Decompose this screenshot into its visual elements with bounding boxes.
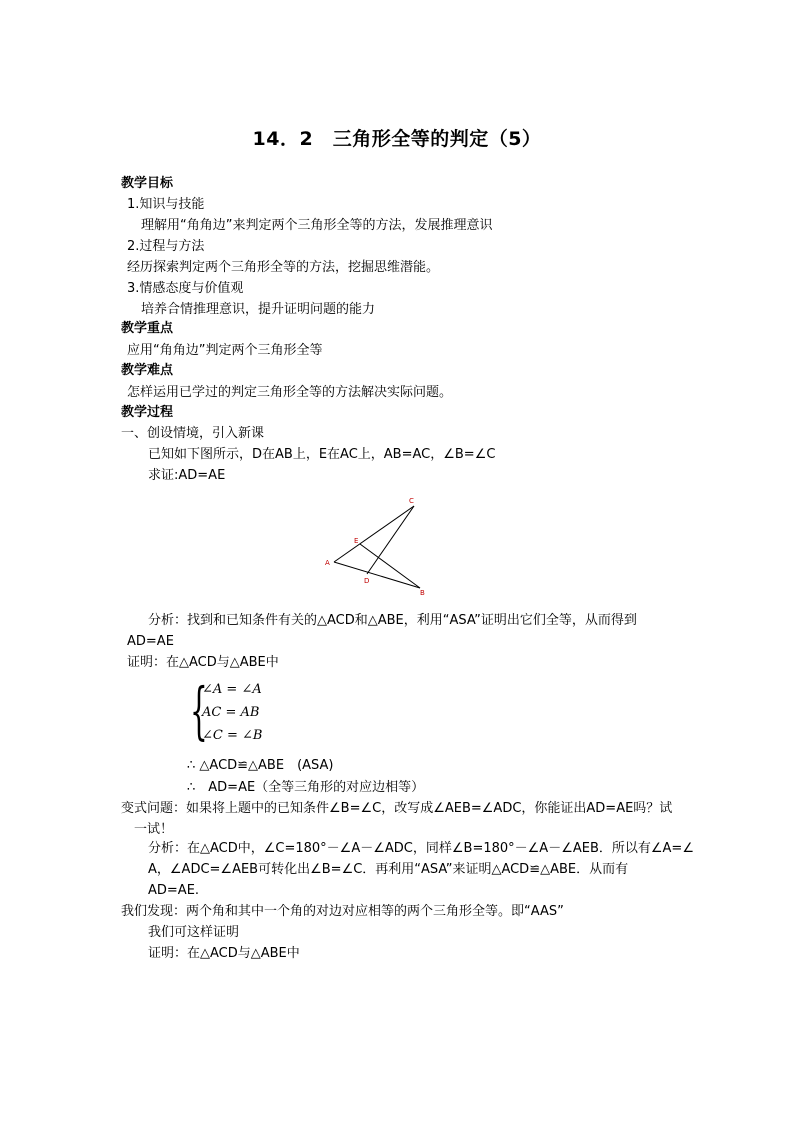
analysis2-line-2: A，∠ADC=∠AEB可转化出∠B=∠C．再利用“ASA”来证明△ACD≌△ABE．从而有 (148, 862, 629, 877)
therefore-2: ∴ AD=AE（全等三角形的对应边相等） (187, 780, 425, 795)
analysis2-line-1: 分析：在△ACD中，∠C=180°－∠A－∠ADC，同样∠B=180°－∠A－∠AEB．所以有∠A=∠ (148, 841, 694, 856)
we-can-text: 我们可这样证明 (148, 925, 240, 940)
difficulty-heading: 教学难点 (121, 363, 174, 378)
therefore-1: ∴ △ACD≌△ABE (ASA) (187, 758, 334, 773)
analysis2-line-3: AD=AE. (148, 883, 200, 898)
key-point-heading: 教学重点 (121, 321, 174, 336)
label-b: B (420, 589, 425, 597)
system-line-3: ∠C = ∠B (202, 728, 263, 743)
goal-3-text: 培养合情推理意识，提升证明问题的能力 (141, 302, 376, 317)
variant-line-2: 一试！ (134, 822, 174, 837)
goals-heading: 教学目标 (121, 176, 174, 191)
proof-intro: 证明：在△ACD与△ABE中 (127, 655, 279, 670)
label-e: E (354, 537, 359, 545)
process-heading: 教学过程 (121, 405, 174, 420)
proof2-intro: 证明：在△ACD与△ABE中 (148, 946, 300, 961)
section-1-heading: 一、创设情境，引入新课 (121, 426, 265, 441)
label-a: A (325, 559, 330, 567)
page-title: 14．2 三角形全等的判定（5） (252, 128, 542, 150)
key-point-text: 应用“角角边”判定两个三角形全等 (127, 343, 323, 358)
analysis-line-1: 分析：找到和已知条件有关的△ACD和△ABE，利用“ASA”证明出它们全等，从而得到 (148, 613, 637, 628)
goal-2-text: 经历探索判定两个三角形全等的方法，挖掘思维潜能。 (127, 260, 440, 275)
segment-cd (367, 506, 414, 574)
analysis-line-2: AD=AE (127, 634, 174, 649)
triangle-figure (320, 492, 440, 598)
goal-1-title: 1.知识与技能 (127, 197, 205, 212)
segment-ac (334, 506, 414, 562)
goal-2-title: 2.过程与方法 (127, 239, 205, 254)
system-line-2: AC = AB (202, 705, 260, 720)
system-line-1: ∠A = ∠A (202, 682, 262, 697)
segment-ab (334, 562, 420, 588)
difficulty-text: 怎样运用已学过的判定三角形全等的方法解决实际问题。 (127, 385, 453, 400)
given-text: 已知如下图所示，D在AB上，E在AC上，AB=AC，∠B=∠C (148, 447, 496, 462)
goal-1-text: 理解用“角角边”来判定两个三角形全等的方法，发展推理意识 (141, 218, 493, 233)
label-c: C (409, 497, 414, 505)
system-brace: { (190, 674, 208, 747)
label-d: D (364, 577, 370, 585)
prove-text: 求证:AD=AE (148, 468, 226, 483)
goal-3-title: 3.情感态度与价值观 (127, 281, 244, 296)
discovery-text: 我们发现：两个角和其中一个角的对边对应相等的两个三角形全等。即“AAS” (121, 904, 564, 919)
variant-line-1: 变式问题：如果将上题中的已知条件∠B=∠C，改写成∠AEB=∠ADC，你能证出AD=AE吗？试 (121, 801, 673, 816)
